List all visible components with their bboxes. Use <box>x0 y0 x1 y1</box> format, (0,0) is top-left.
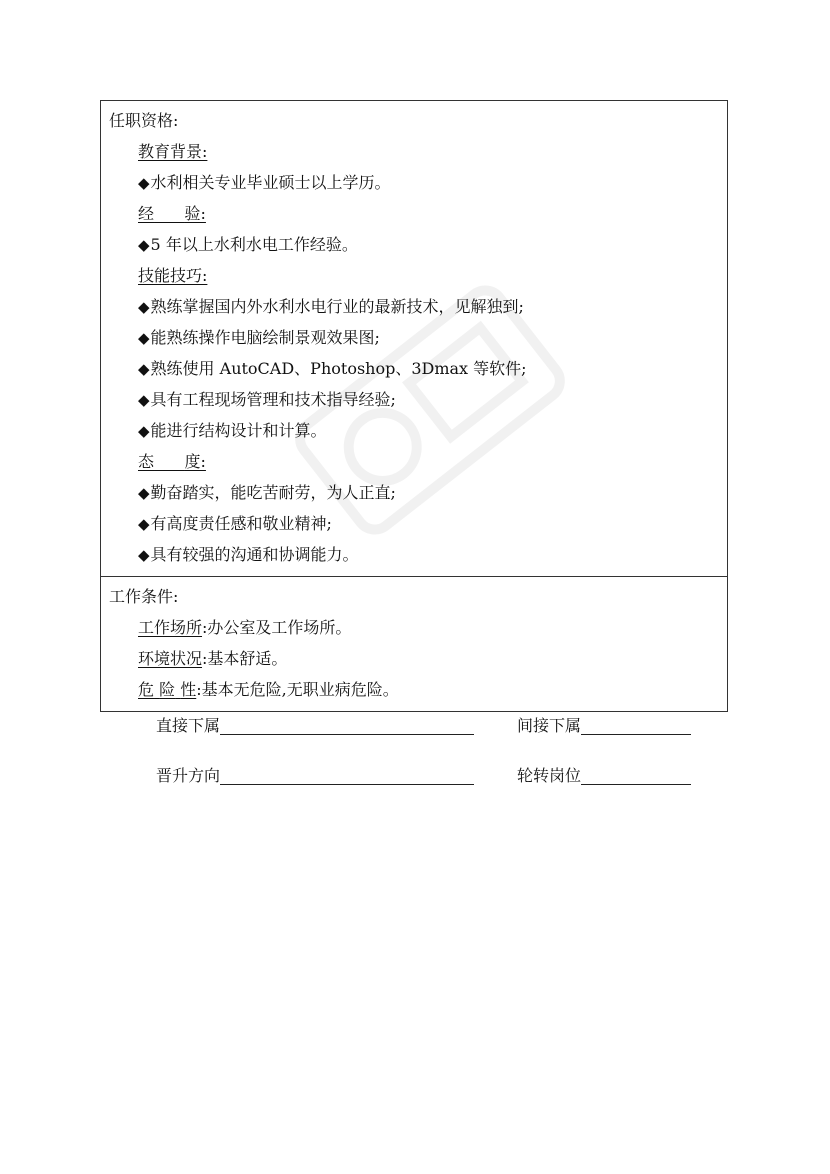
rotation-position-blank[interactable] <box>581 762 691 785</box>
rotation-position-label: 轮转岗位 <box>517 766 582 785</box>
skills-item <box>101 415 727 446</box>
skills-item-text: 熟练掌握国内外水利水电行业的最新技术，见解独到; <box>150 297 524 316</box>
direct-subordinate-field[interactable] <box>156 712 474 740</box>
attitude-label: 态 度: <box>138 452 206 471</box>
rotation-position-field[interactable] <box>517 762 691 790</box>
bullet-diamond-icon: ◆ <box>138 236 150 254</box>
bullet-diamond-icon: ◆ <box>138 329 150 347</box>
skills-item-text: 能熟练操作电脑绘制景观效果图; <box>150 328 380 347</box>
bullet-diamond-icon: ◆ <box>138 360 150 378</box>
attitude-item <box>101 539 727 570</box>
skills-item-text: 熟练使用 AutoCAD、Photoshop、3Dmax 等软件; <box>150 359 527 378</box>
promotion-path-blank[interactable] <box>220 762 474 785</box>
skills-item-text: 能进行结构设计和计算。 <box>150 421 327 440</box>
experience-item <box>101 229 727 260</box>
fields-row-subordinates <box>156 712 716 762</box>
education-label: 教育背景: <box>138 142 208 161</box>
education-item <box>101 167 727 198</box>
bullet-diamond-icon: ◆ <box>138 391 150 409</box>
direct-subordinate-blank[interactable] <box>220 712 474 735</box>
indirect-subordinate-field[interactable] <box>517 712 691 740</box>
experience-item-text: 5 年以上水利水电工作经验。 <box>150 235 358 254</box>
bullet-diamond-icon: ◆ <box>138 298 150 316</box>
attitude-item <box>101 508 727 539</box>
indirect-subordinate-label: 间接下属 <box>517 716 582 735</box>
experience-label: 经 验: <box>138 204 206 223</box>
bullet-diamond-icon: ◆ <box>138 546 150 564</box>
education-item-text: 水利相关专业毕业硕士以上学历。 <box>150 173 391 192</box>
attitude-item-text: 有高度责任感和敬业精神; <box>150 514 332 533</box>
skills-item-text: 具有工程现场管理和技术指导经验; <box>150 390 396 409</box>
bullet-diamond-icon: ◆ <box>138 515 150 533</box>
risk-row <box>101 674 727 705</box>
direct-subordinate-label: 直接下属 <box>156 716 221 735</box>
qualifications-heading: 任职资格: <box>109 111 179 130</box>
environment-row <box>101 643 727 674</box>
conditions-section <box>101 576 727 711</box>
indirect-subordinate-blank[interactable] <box>581 712 691 735</box>
fields-row-career <box>156 762 716 812</box>
risk-value: :基本无危险,无职业病危险。 <box>196 680 399 699</box>
skills-item <box>101 384 727 415</box>
risk-label: 危 险 性 <box>138 680 197 699</box>
education-label-row <box>101 136 727 167</box>
bullet-diamond-icon: ◆ <box>138 174 150 192</box>
skills-item <box>101 353 727 384</box>
skills-item <box>101 322 727 353</box>
qualifications-section <box>101 101 727 576</box>
skills-label: 技能技巧: <box>138 266 208 285</box>
conditions-heading: 工作条件: <box>109 587 179 606</box>
attitude-item-text: 勤奋踏实，能吃苦耐劳，为人正直; <box>150 483 396 502</box>
job-requirements-table <box>100 100 728 712</box>
promotion-path-label: 晋升方向 <box>156 766 221 785</box>
bullet-diamond-icon: ◆ <box>138 484 150 502</box>
form-fields <box>156 712 716 812</box>
workplace-value: :办公室及工作场所。 <box>202 618 352 637</box>
attitude-label-row <box>101 446 727 477</box>
promotion-path-field[interactable] <box>156 762 474 790</box>
attitude-item-text: 具有较强的沟通和协调能力。 <box>150 545 359 564</box>
environment-label: 环境状况 <box>138 649 203 668</box>
skills-item <box>101 291 727 322</box>
environment-value: :基本舒适。 <box>202 649 288 668</box>
workplace-row <box>101 612 727 643</box>
workplace-label: 工作场所 <box>138 618 203 637</box>
skills-label-row <box>101 260 727 291</box>
experience-label-row <box>101 198 727 229</box>
bullet-diamond-icon: ◆ <box>138 422 150 440</box>
attitude-item <box>101 477 727 508</box>
